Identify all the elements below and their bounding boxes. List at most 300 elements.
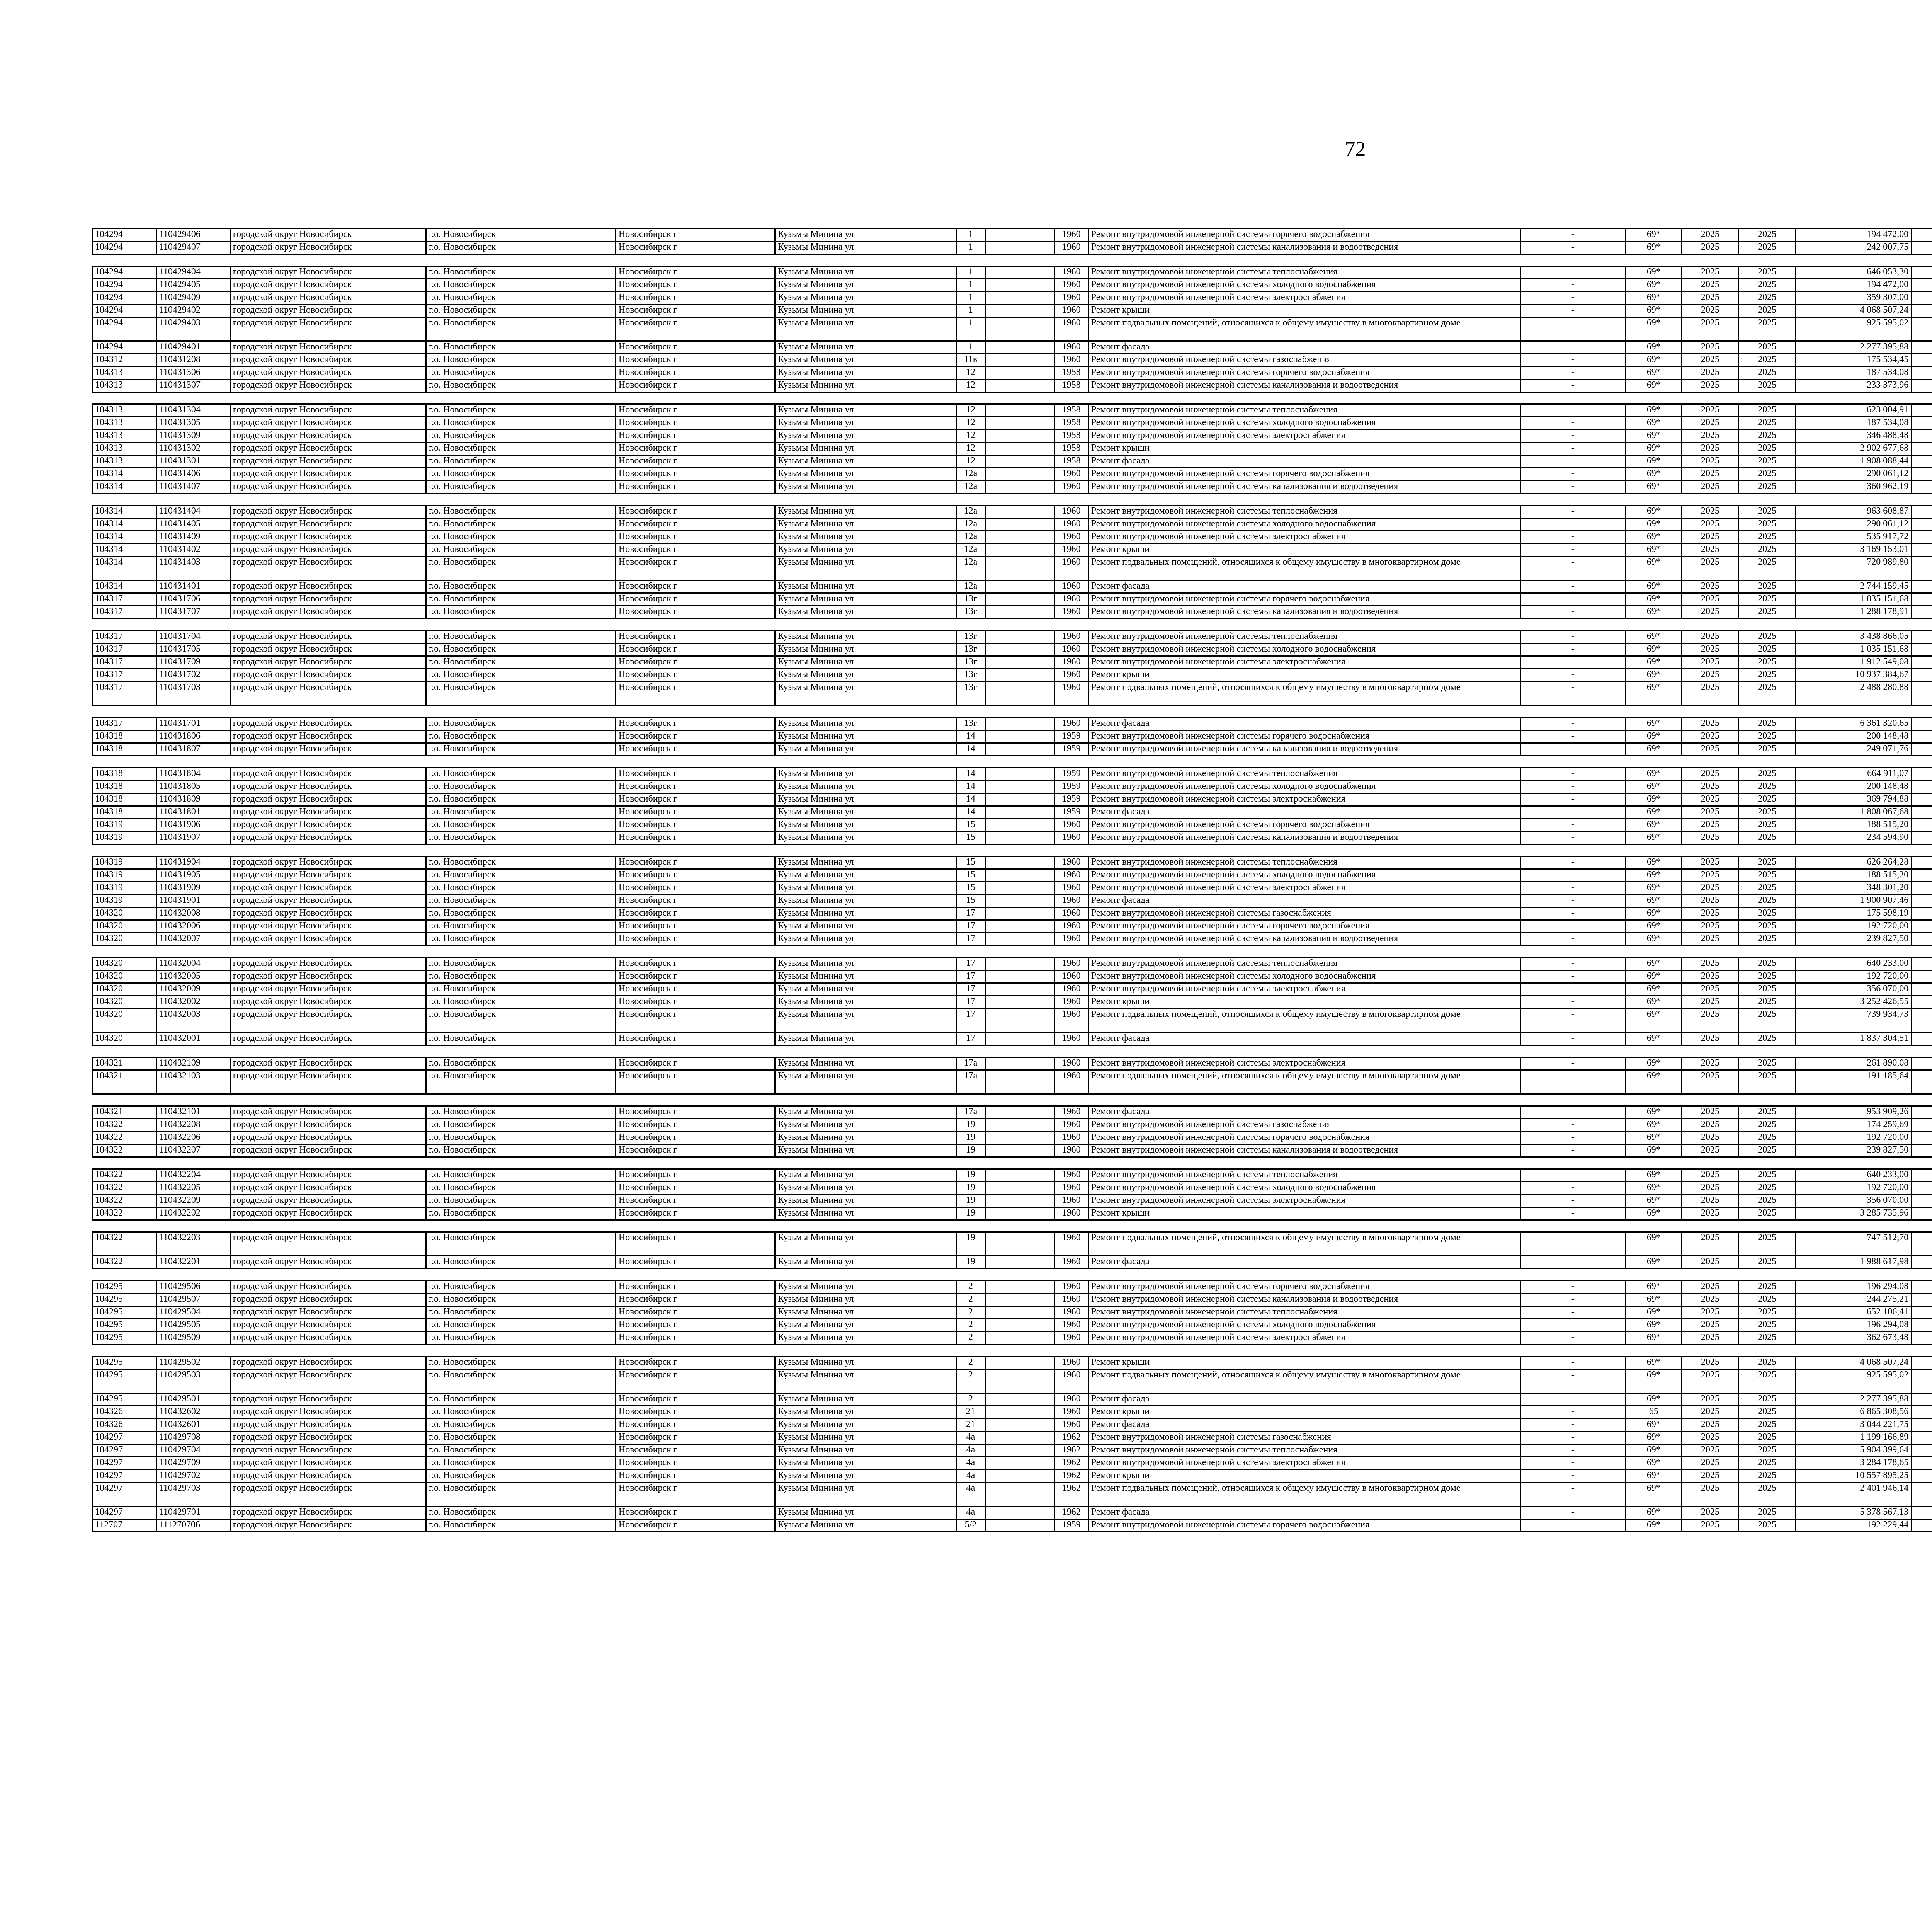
work-type-cell: Ремонт подвальных помещений, относящихся к общему имуществу в многоквартирном доме [1088, 1009, 1520, 1033]
element-id-cell: 110429708 [156, 1432, 230, 1444]
settlement-cell: г.о. Новосибирск [426, 1132, 616, 1144]
house-id-cell: 104295 [92, 1294, 156, 1306]
building-cell [985, 669, 1054, 682]
plan-year-start-cell: 2025 [1682, 895, 1738, 907]
table-row [92, 518, 1932, 531]
house-id-cell: 104295 [92, 1357, 156, 1369]
wear-percent-cell: 69* [1626, 1369, 1682, 1393]
street-cell: Кузьмы Минина ул [775, 793, 956, 806]
settlement-cell: г.о. Новосибирск [426, 907, 616, 920]
locality-cell: Новосибирск г [616, 1319, 775, 1332]
plan-year-end-cell: 2025 [1739, 1132, 1796, 1144]
plan-year-start-cell: 2025 [1682, 229, 1738, 242]
settlement-cell: г.о. Новосибирск [426, 266, 616, 279]
dash-cell: - [1520, 404, 1626, 417]
table-row [92, 806, 1932, 819]
table-row [92, 455, 1932, 468]
house-number-cell: 1 [956, 341, 985, 354]
building-cell [985, 1207, 1054, 1220]
locality-cell: Новосибирск г [616, 417, 775, 430]
element-id-cell: 110431705 [156, 644, 230, 656]
build-year-cell: 1960 [1054, 907, 1088, 920]
building-cell [985, 266, 1054, 279]
fund-cost-cell [1912, 882, 1932, 895]
building-cell [985, 557, 1054, 581]
street-cell: Кузьмы Минина ул [775, 768, 956, 781]
element-id-cell: 110429501 [156, 1393, 230, 1406]
wear-percent-cell: 69* [1626, 380, 1682, 392]
building-cell [985, 819, 1054, 832]
total-cost-cell: 640 233,00 [1796, 1169, 1912, 1182]
street-cell: Кузьмы Минина ул [775, 531, 956, 544]
locality-cell: Новосибирск г [616, 983, 775, 996]
house-id-cell: 104322 [92, 1207, 156, 1220]
municipal-district-cell: городской округ Новосибирск [230, 856, 426, 869]
plan-year-start-cell: 2025 [1682, 1144, 1738, 1157]
plan-year-end-cell: 2025 [1739, 1144, 1796, 1157]
table-row [92, 1144, 1932, 1157]
settlement-cell: г.о. Новосибирск [426, 682, 616, 706]
municipal-district-cell: городской округ Новосибирск [230, 1332, 426, 1345]
dash-cell: - [1520, 1319, 1626, 1332]
municipal-district-cell: городской округ Новосибирск [230, 656, 426, 669]
total-cost-cell: 175 598,19 [1796, 907, 1912, 920]
element-id-cell: 110432007 [156, 933, 230, 946]
building-cell [985, 1256, 1054, 1269]
fund-cost-cell [1912, 380, 1932, 392]
plan-year-end-cell: 2025 [1739, 856, 1796, 869]
municipal-district-cell: городской округ Новосибирск [230, 1195, 426, 1207]
municipal-district-cell: городской округ Новосибирск [230, 229, 426, 242]
work-type-cell: Ремонт подвальных помещений, относящихся к общему имуществу в многоквартирном доме [1088, 557, 1520, 581]
settlement-cell: г.о. Новосибирск [426, 970, 616, 983]
dash-cell: - [1520, 279, 1626, 292]
municipal-district-cell: городской округ Новосибирск [230, 1369, 426, 1393]
plan-year-end-cell: 2025 [1739, 506, 1796, 518]
total-cost-cell: 963 608,87 [1796, 506, 1912, 518]
dash-cell: - [1520, 1306, 1626, 1319]
municipal-district-cell: городской округ Новосибирск [230, 806, 426, 819]
total-cost-cell: 2 277 395,88 [1796, 341, 1912, 354]
plan-year-end-cell: 2025 [1739, 1294, 1796, 1306]
work-type-cell: Ремонт крыши [1088, 544, 1520, 557]
house-id-cell: 104320 [92, 970, 156, 983]
settlement-cell: г.о. Новосибирск [426, 832, 616, 844]
settlement-cell: г.о. Новосибирск [426, 819, 616, 832]
wear-percent-cell: 69* [1626, 907, 1682, 920]
wear-percent-cell: 69* [1626, 1393, 1682, 1406]
build-year-cell: 1960 [1054, 856, 1088, 869]
locality-cell: Новосибирск г [616, 430, 775, 443]
fund-cost-cell [1912, 920, 1932, 933]
street-cell: Кузьмы Минина ул [775, 869, 956, 882]
house-id-cell: 104322 [92, 1144, 156, 1157]
locality-cell: Новосибирск г [616, 305, 775, 317]
plan-year-end-cell: 2025 [1739, 1507, 1796, 1519]
fund-cost-cell [1912, 996, 1932, 1009]
table-row [92, 1357, 1932, 1369]
municipal-district-cell: городской округ Новосибирск [230, 920, 426, 933]
settlement-cell: г.о. Новосибирск [426, 1332, 616, 1345]
total-cost-cell: 2 744 159,45 [1796, 581, 1912, 593]
table-row [92, 781, 1932, 793]
municipal-district-cell: городской округ Новосибирск [230, 907, 426, 920]
plan-year-start-cell: 2025 [1682, 1195, 1738, 1207]
plan-year-end-cell: 2025 [1739, 1281, 1796, 1294]
municipal-district-cell: городской округ Новосибирск [230, 557, 426, 581]
dash-cell: - [1520, 958, 1626, 970]
element-id-cell: 110431309 [156, 430, 230, 443]
settlement-cell: г.о. Новосибирск [426, 669, 616, 682]
element-id-cell: 110431702 [156, 669, 230, 682]
wear-percent-cell: 69* [1626, 856, 1682, 869]
municipal-district-cell: городской округ Новосибирск [230, 279, 426, 292]
table-row [92, 743, 1932, 756]
fund-cost-cell [1912, 593, 1932, 606]
work-type-cell: Ремонт внутридомовой инженерной системы канализования и водоотведения [1088, 832, 1520, 844]
build-year-cell: 1960 [1054, 1281, 1088, 1294]
plan-year-end-cell: 2025 [1739, 1393, 1796, 1406]
settlement-cell: г.о. Новосибирск [426, 656, 616, 669]
total-cost-cell: 4 068 507,24 [1796, 1357, 1912, 1369]
wear-percent-cell: 69* [1626, 1033, 1682, 1045]
house-number-cell: 2 [956, 1294, 985, 1306]
build-year-cell: 1960 [1054, 1294, 1088, 1306]
house-id-cell: 104326 [92, 1419, 156, 1432]
fund-cost-cell [1912, 1507, 1932, 1519]
total-cost-cell: 234 594,90 [1796, 832, 1912, 844]
table-row [92, 531, 1932, 544]
table-row [92, 1483, 1932, 1507]
dash-cell: - [1520, 544, 1626, 557]
house-id-cell: 104294 [92, 341, 156, 354]
total-cost-cell: 1 912 549,08 [1796, 656, 1912, 669]
table-row [92, 317, 1932, 341]
wear-percent-cell: 69* [1626, 1470, 1682, 1483]
table-row [92, 468, 1932, 481]
build-year-cell: 1960 [1054, 1332, 1088, 1345]
dash-cell: - [1520, 1182, 1626, 1195]
element-id-cell: 110432004 [156, 958, 230, 970]
municipal-district-cell: городской округ Новосибирск [230, 1319, 426, 1332]
table-row [92, 856, 1932, 869]
building-cell [985, 380, 1054, 392]
house-number-cell: 13г [956, 644, 985, 656]
house-number-cell: 17 [956, 983, 985, 996]
build-year-cell: 1960 [1054, 292, 1088, 305]
work-type-cell: Ремонт внутридомовой инженерной системы теплоснабжения [1088, 768, 1520, 781]
element-id-cell: 110429702 [156, 1470, 230, 1483]
street-cell: Кузьмы Минина ул [775, 743, 956, 756]
work-type-cell: Ремонт внутридомовой инженерной системы канализования и водоотведения [1088, 1144, 1520, 1157]
plan-year-end-cell: 2025 [1739, 996, 1796, 1009]
locality-cell: Новосибирск г [616, 1119, 775, 1132]
plan-year-start-cell: 2025 [1682, 380, 1738, 392]
plan-year-start-cell: 2025 [1682, 656, 1738, 669]
dash-cell: - [1520, 869, 1626, 882]
element-id-cell: 110431403 [156, 557, 230, 581]
fund-cost-cell [1912, 958, 1932, 970]
wear-percent-cell: 69* [1626, 768, 1682, 781]
wear-percent-cell: 69* [1626, 656, 1682, 669]
street-cell: Кузьмы Минина ул [775, 404, 956, 417]
building-cell [985, 341, 1054, 354]
element-id-cell: 110429506 [156, 1281, 230, 1294]
table-row [92, 606, 1932, 619]
plan-year-start-cell: 2025 [1682, 669, 1738, 682]
house-id-cell: 104322 [92, 1195, 156, 1207]
house-id-cell: 104294 [92, 229, 156, 242]
house-id-cell: 104294 [92, 279, 156, 292]
house-id-cell: 104313 [92, 404, 156, 417]
build-year-cell: 1960 [1054, 1406, 1088, 1419]
work-type-cell: Ремонт внутридомовой инженерной системы канализования и водоотведения [1088, 380, 1520, 392]
municipal-district-cell: городской округ Новосибирск [230, 1419, 426, 1432]
dash-cell: - [1520, 933, 1626, 946]
total-cost-cell: 192 720,00 [1796, 970, 1912, 983]
fund-cost-cell [1912, 1432, 1932, 1444]
locality-cell: Новосибирск г [616, 1132, 775, 1144]
fund-cost-cell [1912, 669, 1932, 682]
wear-percent-cell: 69* [1626, 1232, 1682, 1256]
build-year-cell: 1960 [1054, 644, 1088, 656]
element-id-cell: 110432207 [156, 1144, 230, 1157]
total-cost-cell: 233 373,96 [1796, 380, 1912, 392]
plan-year-start-cell: 2025 [1682, 1444, 1738, 1457]
house-number-cell: 12а [956, 557, 985, 581]
table-row [92, 1457, 1932, 1470]
municipal-district-cell: городской округ Новосибирск [230, 1357, 426, 1369]
house-number-cell: 4а [956, 1507, 985, 1519]
settlement-cell: г.о. Новосибирск [426, 606, 616, 619]
street-cell: Кузьмы Минина ул [775, 1470, 956, 1483]
wear-percent-cell: 69* [1626, 933, 1682, 946]
total-cost-cell: 664 911,07 [1796, 768, 1912, 781]
plan-year-end-cell: 2025 [1739, 656, 1796, 669]
settlement-cell: г.о. Новосибирск [426, 1369, 616, 1393]
house-id-cell: 104326 [92, 1406, 156, 1419]
locality-cell: Новосибирск г [616, 1393, 775, 1406]
total-cost-cell: 1 035 151,68 [1796, 593, 1912, 606]
build-year-cell: 1960 [1054, 933, 1088, 946]
house-number-cell: 17 [956, 996, 985, 1009]
wear-percent-cell: 69* [1626, 557, 1682, 581]
plan-year-start-cell: 2025 [1682, 856, 1738, 869]
plan-year-start-cell: 2025 [1682, 292, 1738, 305]
house-number-cell: 1 [956, 317, 985, 341]
work-type-cell: Ремонт внутридомовой инженерной системы электроснабжения [1088, 1057, 1520, 1070]
build-year-cell: 1960 [1054, 506, 1088, 518]
street-cell: Кузьмы Минина ул [775, 819, 956, 832]
wear-percent-cell: 69* [1626, 242, 1682, 254]
building-cell [985, 468, 1054, 481]
plan-year-start-cell: 2025 [1682, 1470, 1738, 1483]
building-cell [985, 1232, 1054, 1256]
street-cell: Кузьмы Минина ул [775, 1444, 956, 1457]
table-row [92, 1169, 1932, 1182]
municipal-district-cell: городской округ Новосибирск [230, 793, 426, 806]
build-year-cell: 1960 [1054, 1319, 1088, 1332]
settlement-cell: г.о. Новосибирск [426, 1207, 616, 1220]
wear-percent-cell: 69* [1626, 895, 1682, 907]
locality-cell: Новосибирск г [616, 229, 775, 242]
municipal-district-cell: городской округ Новосибирск [230, 631, 426, 644]
wear-percent-cell: 69* [1626, 1432, 1682, 1444]
house-id-cell: 104318 [92, 793, 156, 806]
work-type-cell: Ремонт внутридомовой инженерной системы электроснабжения [1088, 1332, 1520, 1345]
street-cell: Кузьмы Минина ул [775, 1507, 956, 1519]
building-cell [985, 1132, 1054, 1144]
settlement-cell: г.о. Новосибирск [426, 292, 616, 305]
street-cell: Кузьмы Минина ул [775, 996, 956, 1009]
fund-cost-cell [1912, 1457, 1932, 1470]
dash-cell: - [1520, 1232, 1626, 1256]
total-cost-cell: 196 294,08 [1796, 1281, 1912, 1294]
wear-percent-cell: 69* [1626, 1256, 1682, 1269]
settlement-cell: г.о. Новосибирск [426, 1169, 616, 1182]
work-type-cell: Ремонт внутридомовой инженерной системы теплоснабжения [1088, 856, 1520, 869]
plan-year-start-cell: 2025 [1682, 970, 1738, 983]
element-id-cell: 110431709 [156, 656, 230, 669]
table-row [92, 1470, 1932, 1483]
dash-cell: - [1520, 1119, 1626, 1132]
wear-percent-cell: 69* [1626, 996, 1682, 1009]
house-number-cell: 15 [956, 856, 985, 869]
dash-cell: - [1520, 1132, 1626, 1144]
settlement-cell: г.о. Новосибирск [426, 1519, 616, 1532]
element-id-cell: 110429509 [156, 1332, 230, 1345]
build-year-cell: 1960 [1054, 869, 1088, 882]
fund-cost-cell [1912, 856, 1932, 869]
element-id-cell: 110431901 [156, 895, 230, 907]
element-id-cell: 110432003 [156, 1009, 230, 1033]
house-id-cell: 104297 [92, 1444, 156, 1457]
plan-year-end-cell: 2025 [1739, 1232, 1796, 1256]
dash-cell: - [1520, 506, 1626, 518]
work-type-cell: Ремонт подвальных помещений, относящихся к общему имуществу в многоквартирном доме [1088, 1232, 1520, 1256]
house-id-cell: 104317 [92, 644, 156, 656]
total-cost-cell: 192 720,00 [1796, 1132, 1912, 1144]
settlement-cell: г.о. Новосибирск [426, 531, 616, 544]
locality-cell: Новосибирск г [616, 518, 775, 531]
municipal-district-cell: городской округ Новосибирск [230, 958, 426, 970]
house-id-cell: 104314 [92, 544, 156, 557]
element-id-cell: 110429507 [156, 1294, 230, 1306]
street-cell: Кузьмы Минина ул [775, 882, 956, 895]
build-year-cell: 1958 [1054, 404, 1088, 417]
build-year-cell: 1960 [1054, 970, 1088, 983]
settlement-cell: г.о. Новосибирск [426, 506, 616, 518]
plan-year-end-cell: 2025 [1739, 380, 1796, 392]
table-row [92, 1009, 1932, 1033]
wear-percent-cell: 69* [1626, 832, 1682, 844]
locality-cell: Новосибирск г [616, 455, 775, 468]
build-year-cell: 1958 [1054, 455, 1088, 468]
locality-cell: Новосибирск г [616, 1357, 775, 1369]
municipal-district-cell: городской округ Новосибирск [230, 606, 426, 619]
locality-cell: Новосибирск г [616, 768, 775, 781]
locality-cell: Новосибирск г [616, 380, 775, 392]
locality-cell: Новосибирск г [616, 644, 775, 656]
row-separator [92, 494, 1932, 506]
street-cell: Кузьмы Минина ул [775, 1144, 956, 1157]
plan-year-start-cell: 2025 [1682, 1070, 1738, 1094]
locality-cell: Новосибирск г [616, 1332, 775, 1345]
table-row [92, 1419, 1932, 1432]
house-number-cell: 2 [956, 1306, 985, 1319]
building-cell [985, 1406, 1054, 1419]
row-separator [92, 706, 1932, 718]
locality-cell: Новосибирск г [616, 531, 775, 544]
build-year-cell: 1959 [1054, 793, 1088, 806]
page-number: 72 [1345, 137, 1366, 160]
locality-cell: Новосибирск г [616, 781, 775, 793]
building-cell [985, 806, 1054, 819]
municipal-district-cell: городской округ Новосибирск [230, 832, 426, 844]
house-id-cell: 112707 [92, 1519, 156, 1532]
plan-year-end-cell: 2025 [1739, 518, 1796, 531]
work-type-cell: Ремонт фасада [1088, 1507, 1520, 1519]
locality-cell: Новосибирск г [616, 1009, 775, 1033]
municipal-district-cell: городской округ Новосибирск [230, 242, 426, 254]
wear-percent-cell: 69* [1626, 718, 1682, 730]
work-type-cell: Ремонт фасада [1088, 455, 1520, 468]
settlement-cell: г.о. Новосибирск [426, 1457, 616, 1470]
element-id-cell: 111270706 [156, 1519, 230, 1532]
table-row [92, 242, 1932, 254]
wear-percent-cell: 69* [1626, 669, 1682, 682]
build-year-cell: 1962 [1054, 1432, 1088, 1444]
municipal-district-cell: городской округ Новосибирск [230, 317, 426, 341]
municipal-district-cell: городской округ Новосибирск [230, 1281, 426, 1294]
plan-year-end-cell: 2025 [1739, 1169, 1796, 1182]
house-number-cell: 14 [956, 793, 985, 806]
house-number-cell: 1 [956, 242, 985, 254]
table-row [92, 506, 1932, 518]
dash-cell: - [1520, 1419, 1626, 1432]
wear-percent-cell: 69* [1626, 806, 1682, 819]
plan-year-end-cell: 2025 [1739, 730, 1796, 743]
house-id-cell: 104313 [92, 417, 156, 430]
locality-cell: Новосибирск г [616, 1207, 775, 1220]
work-type-cell: Ремонт внутридомовой инженерной системы электроснабжения [1088, 882, 1520, 895]
plan-year-start-cell: 2025 [1682, 1119, 1738, 1132]
dash-cell: - [1520, 380, 1626, 392]
dash-cell: - [1520, 1369, 1626, 1393]
house-number-cell: 17 [956, 1009, 985, 1033]
work-type-cell: Ремонт внутридомовой инженерной системы канализования и водоотведения [1088, 606, 1520, 619]
municipal-district-cell: городской округ Новосибирск [230, 1033, 426, 1045]
build-year-cell: 1960 [1054, 832, 1088, 844]
plan-year-start-cell: 2025 [1682, 1009, 1738, 1033]
total-cost-cell: 1 035 151,68 [1796, 644, 1912, 656]
building-cell [985, 1444, 1054, 1457]
element-id-cell: 110432205 [156, 1182, 230, 1195]
work-type-cell: Ремонт внутридомовой инженерной системы электроснабжения [1088, 656, 1520, 669]
house-number-cell: 1 [956, 305, 985, 317]
street-cell: Кузьмы Минина ул [775, 229, 956, 242]
plan-year-end-cell: 2025 [1739, 1457, 1796, 1470]
element-id-cell: 110431301 [156, 455, 230, 468]
house-number-cell: 17 [956, 907, 985, 920]
total-cost-cell: 5 904 399,64 [1796, 1444, 1912, 1457]
plan-year-start-cell: 2025 [1682, 1319, 1738, 1332]
house-number-cell: 13г [956, 593, 985, 606]
plan-year-end-cell: 2025 [1739, 1444, 1796, 1457]
build-year-cell: 1960 [1054, 656, 1088, 669]
plan-year-end-cell: 2025 [1739, 279, 1796, 292]
plan-year-start-cell: 2025 [1682, 581, 1738, 593]
